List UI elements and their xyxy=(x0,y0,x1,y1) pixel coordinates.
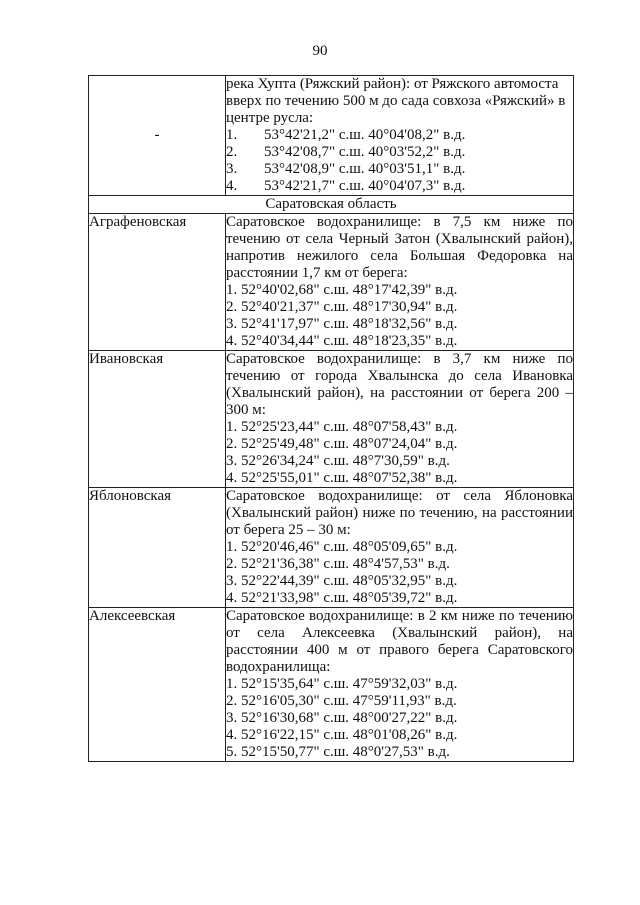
coordinate-line: 4. 53°42'21,7" с.ш. 40°04'07,3" в.д. xyxy=(226,178,466,194)
area-description: Саратовское водохранилище: в 2 км ниже по течению от села Алексеевка (Хвалынский район), на расстоянии 400 м от правого берега Саратовского водохранилища: xyxy=(226,608,573,675)
coordinate-line: 1. 52°25'23,44" с.ш. 48°07'58,43" в.д. xyxy=(226,419,458,435)
fishing-areas-table xyxy=(88,75,574,762)
area-description: Саратовское водохранилище: в 7,5 км ниже по течению от села Черный Затон (Хвалынский район), напротив нежилого села Большая Федоровка на расстоянии 1,7 км от берега: xyxy=(226,214,573,281)
area-description: река Хупта (Ряжский район): от Ряжского автомоста вверх по течению 500 м до сада совхоза «Ряжский» в центре русла: xyxy=(226,76,566,126)
coordinate-line: 2. 52°40'21,37" с.ш. 48°17'30,94" в.д. xyxy=(226,299,458,315)
coordinate-line: 5. 52°15'50,77" с.ш. 48°0'27,53" в.д. xyxy=(226,744,450,760)
coordinate-line: 2. 52°25'49,48" с.ш. 48°07'24,04" в.д. xyxy=(226,436,458,452)
area-description-cell xyxy=(226,351,574,488)
coordinate-line: 1. 53°42'21,2" с.ш. 40°04'08,2" в.д. xyxy=(226,127,466,143)
area-name-cell xyxy=(89,76,226,196)
coordinate-line: 2. 52°21'36,38" с.ш. 48°4'57,53" в.д. xyxy=(226,556,450,572)
coordinate-line: 4. 52°40'34,44" с.ш. 48°18'23,35" в.д. xyxy=(226,333,458,349)
coordinate-line: 1. 52°20'46,46" с.ш. 48°05'09,65" в.д. xyxy=(226,539,458,555)
coordinate-line: 2. 53°42'08,7" с.ш. 40°03'52,2" в.д. xyxy=(226,144,466,160)
area-name: Ивановская xyxy=(89,351,226,488)
area-name: Яблоновская xyxy=(89,488,226,608)
coordinate-line: 4. 52°21'33,98" с.ш. 48°05'39,72" в.д. xyxy=(226,590,458,606)
coordinate-line: 4. 52°25'55,01" с.ш. 48°07'52,38" в.д. xyxy=(226,470,458,486)
page-number: 90 xyxy=(312,43,328,59)
area-name: Аграфеновская xyxy=(89,214,226,351)
area-description-cell xyxy=(226,214,574,351)
area-description: Саратовское водохранилище: от села Яблоновка (Хвалынский район) ниже по течению, на расстоянии от берега 25 – 30 м: xyxy=(226,488,573,538)
coordinate-line: 4. 52°16'22,15" с.ш. 48°01'08,26" в.д. xyxy=(226,727,458,743)
area-description: Саратовское водохранилище: в 3,7 км ниже по течению от города Хвалынска до села Ивановка (Хвалынский район), на расстоянии от берега 200 – 300 м: xyxy=(226,351,573,418)
table-row-hupta xyxy=(89,76,574,196)
coordinate-line: 1. 52°15'35,64" с.ш. 47°59'32,03" в.д. xyxy=(226,676,458,692)
coordinate-line: 3. 53°42'08,9" с.ш. 40°03'51,1" в.д. xyxy=(226,161,466,177)
table-row xyxy=(89,488,574,608)
coordinate-line: 3. 52°41'17,97" с.ш. 48°18'32,56" в.д. xyxy=(226,316,458,332)
coordinate-line: 2. 52°16'05,30" с.ш. 47°59'11,93" в.д. xyxy=(226,693,457,709)
table-row xyxy=(89,214,574,351)
area-name: Алексеевская xyxy=(89,608,226,762)
coordinate-line: 3. 52°16'30,68" с.ш. 48°00'27,22" в.д. xyxy=(226,710,458,726)
region-header-row xyxy=(89,196,574,214)
area-description-cell xyxy=(226,608,574,762)
table-row xyxy=(89,351,574,488)
region-title: Саратовская область xyxy=(89,196,574,214)
coordinate-line: 3. 52°22'44,39" с.ш. 48°05'32,95" в.д. xyxy=(226,573,458,589)
area-description-cell xyxy=(226,76,574,196)
table-row xyxy=(89,608,574,762)
coordinate-line: 1. 52°40'02,68" с.ш. 48°17'42,39" в.д. xyxy=(226,282,458,298)
area-description-cell xyxy=(226,488,574,608)
coordinate-line: 3. 52°26'34,24" с.ш. 48°7'30,59" в.д. xyxy=(226,453,450,469)
area-name: - xyxy=(154,127,160,143)
